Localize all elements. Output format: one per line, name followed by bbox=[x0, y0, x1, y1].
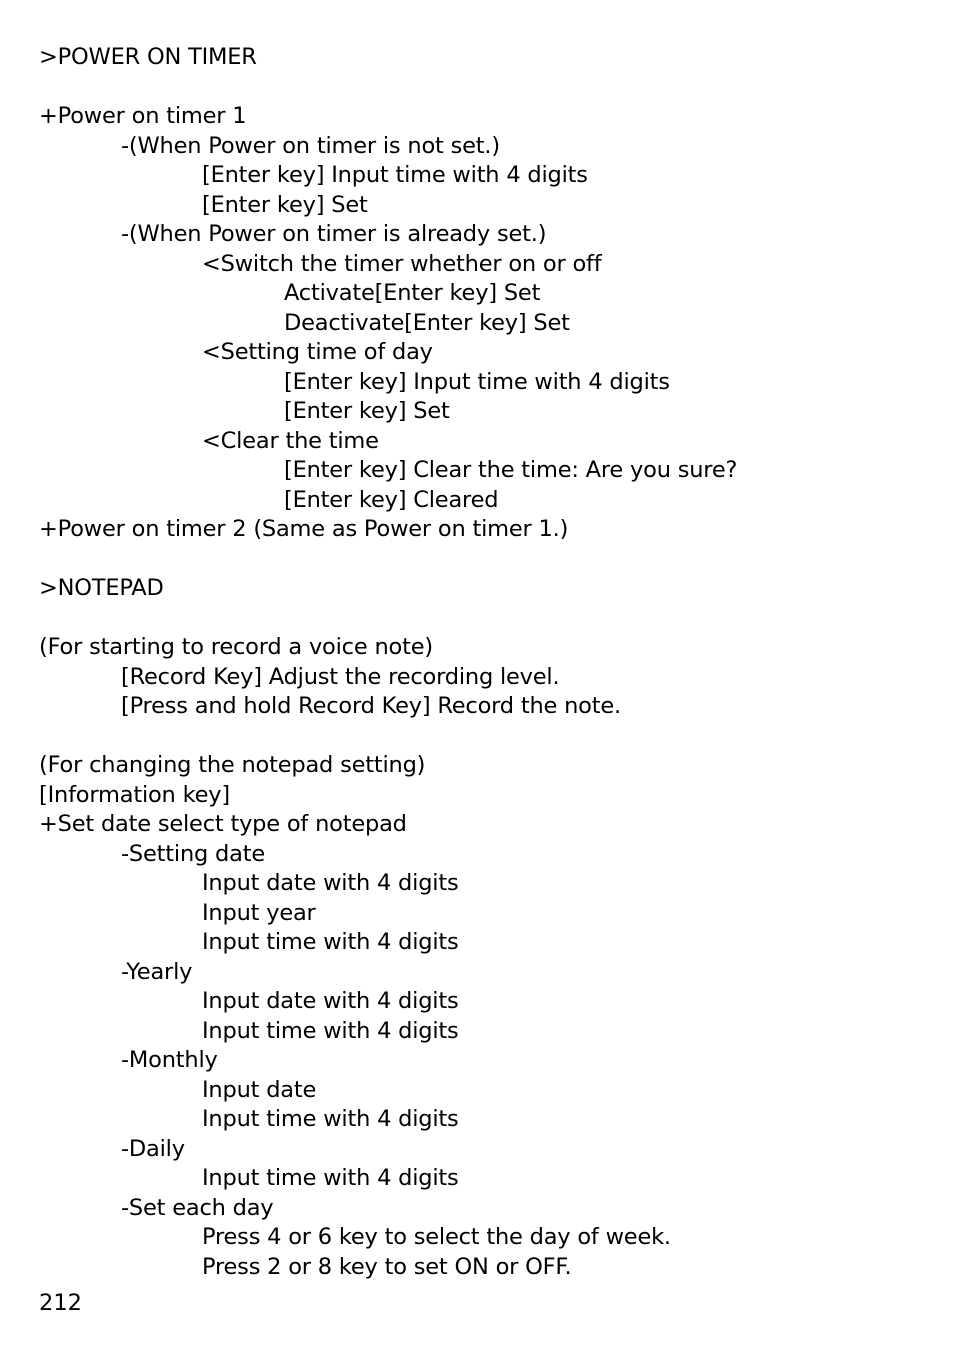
step-input-time: Input time with 4 digits bbox=[202, 1017, 459, 1044]
section-heading-power-on-timer: >POWER ON TIMER bbox=[39, 44, 257, 70]
spacer bbox=[39, 604, 939, 634]
manual-page bbox=[39, 43, 939, 1282]
step-select-day: Press 4 or 6 key to select the day of week. bbox=[202, 1224, 671, 1250]
step-input-time: [Enter key] Input time with 4 digits bbox=[284, 368, 670, 395]
option-setting-time-of-day: <Setting time of day bbox=[202, 339, 433, 365]
spacer bbox=[39, 545, 939, 575]
menu-item-power-on-timer-1: +Power on timer 1 bbox=[39, 103, 247, 129]
step-input-date: Input date bbox=[202, 1076, 317, 1103]
option-daily: -Daily bbox=[121, 1135, 185, 1162]
step-cleared: [Enter key] Cleared bbox=[284, 486, 499, 513]
step-input-year: Input year bbox=[202, 899, 316, 926]
information-key: [Information key] bbox=[39, 781, 230, 808]
option-yearly: -Yearly bbox=[121, 958, 193, 985]
step-adjust-recording-level: [Record Key] Adjust the recording level. bbox=[121, 663, 560, 690]
section-heading-notepad: >NOTEPAD bbox=[39, 575, 164, 601]
option-set-each-day: -Set each day bbox=[121, 1194, 274, 1221]
spacer bbox=[39, 722, 939, 752]
step-input-time: [Enter key] Input time with 4 digits bbox=[202, 162, 588, 188]
option-setting-date: -Setting date bbox=[121, 840, 265, 867]
step-activate: Activate[Enter key] Set bbox=[284, 280, 541, 306]
step-input-date: Input date with 4 digits bbox=[202, 988, 459, 1014]
spacer bbox=[39, 73, 939, 103]
page-number: 212 bbox=[39, 1290, 82, 1316]
step-deactivate: Deactivate[Enter key] Set bbox=[284, 309, 570, 336]
condition-timer-not-set: -(When Power on timer is not set.) bbox=[121, 132, 500, 159]
step-confirm-clear: [Enter key] Clear the time: Are you sure? bbox=[284, 457, 738, 483]
step-input-time: Input time with 4 digits bbox=[202, 1106, 459, 1132]
step-set: [Enter key] Set bbox=[202, 191, 368, 218]
option-clear-time: <Clear the time bbox=[202, 427, 379, 454]
step-record-note: [Press and hold Record Key] Record the note. bbox=[121, 693, 621, 719]
step-input-time: Input time with 4 digits bbox=[202, 1165, 459, 1191]
option-monthly: -Monthly bbox=[121, 1047, 218, 1073]
step-input-time: Input time with 4 digits bbox=[202, 929, 459, 955]
step-input-date: Input date with 4 digits bbox=[202, 870, 459, 896]
step-set: [Enter key] Set bbox=[284, 398, 450, 424]
step-set-on-off: Press 2 or 8 key to set ON or OFF. bbox=[202, 1253, 572, 1280]
setting-intro: (For changing the notepad setting) bbox=[39, 752, 426, 778]
condition-timer-already-set: -(When Power on timer is already set.) bbox=[121, 221, 547, 247]
option-switch-timer: <Switch the timer whether on or off bbox=[202, 250, 602, 277]
menu-item-set-date-type: +Set date select type of notepad bbox=[39, 811, 407, 837]
record-intro: (For starting to record a voice note) bbox=[39, 634, 433, 660]
menu-item-power-on-timer-2: +Power on timer 2 (Same as Power on timer 1.) bbox=[39, 516, 569, 542]
